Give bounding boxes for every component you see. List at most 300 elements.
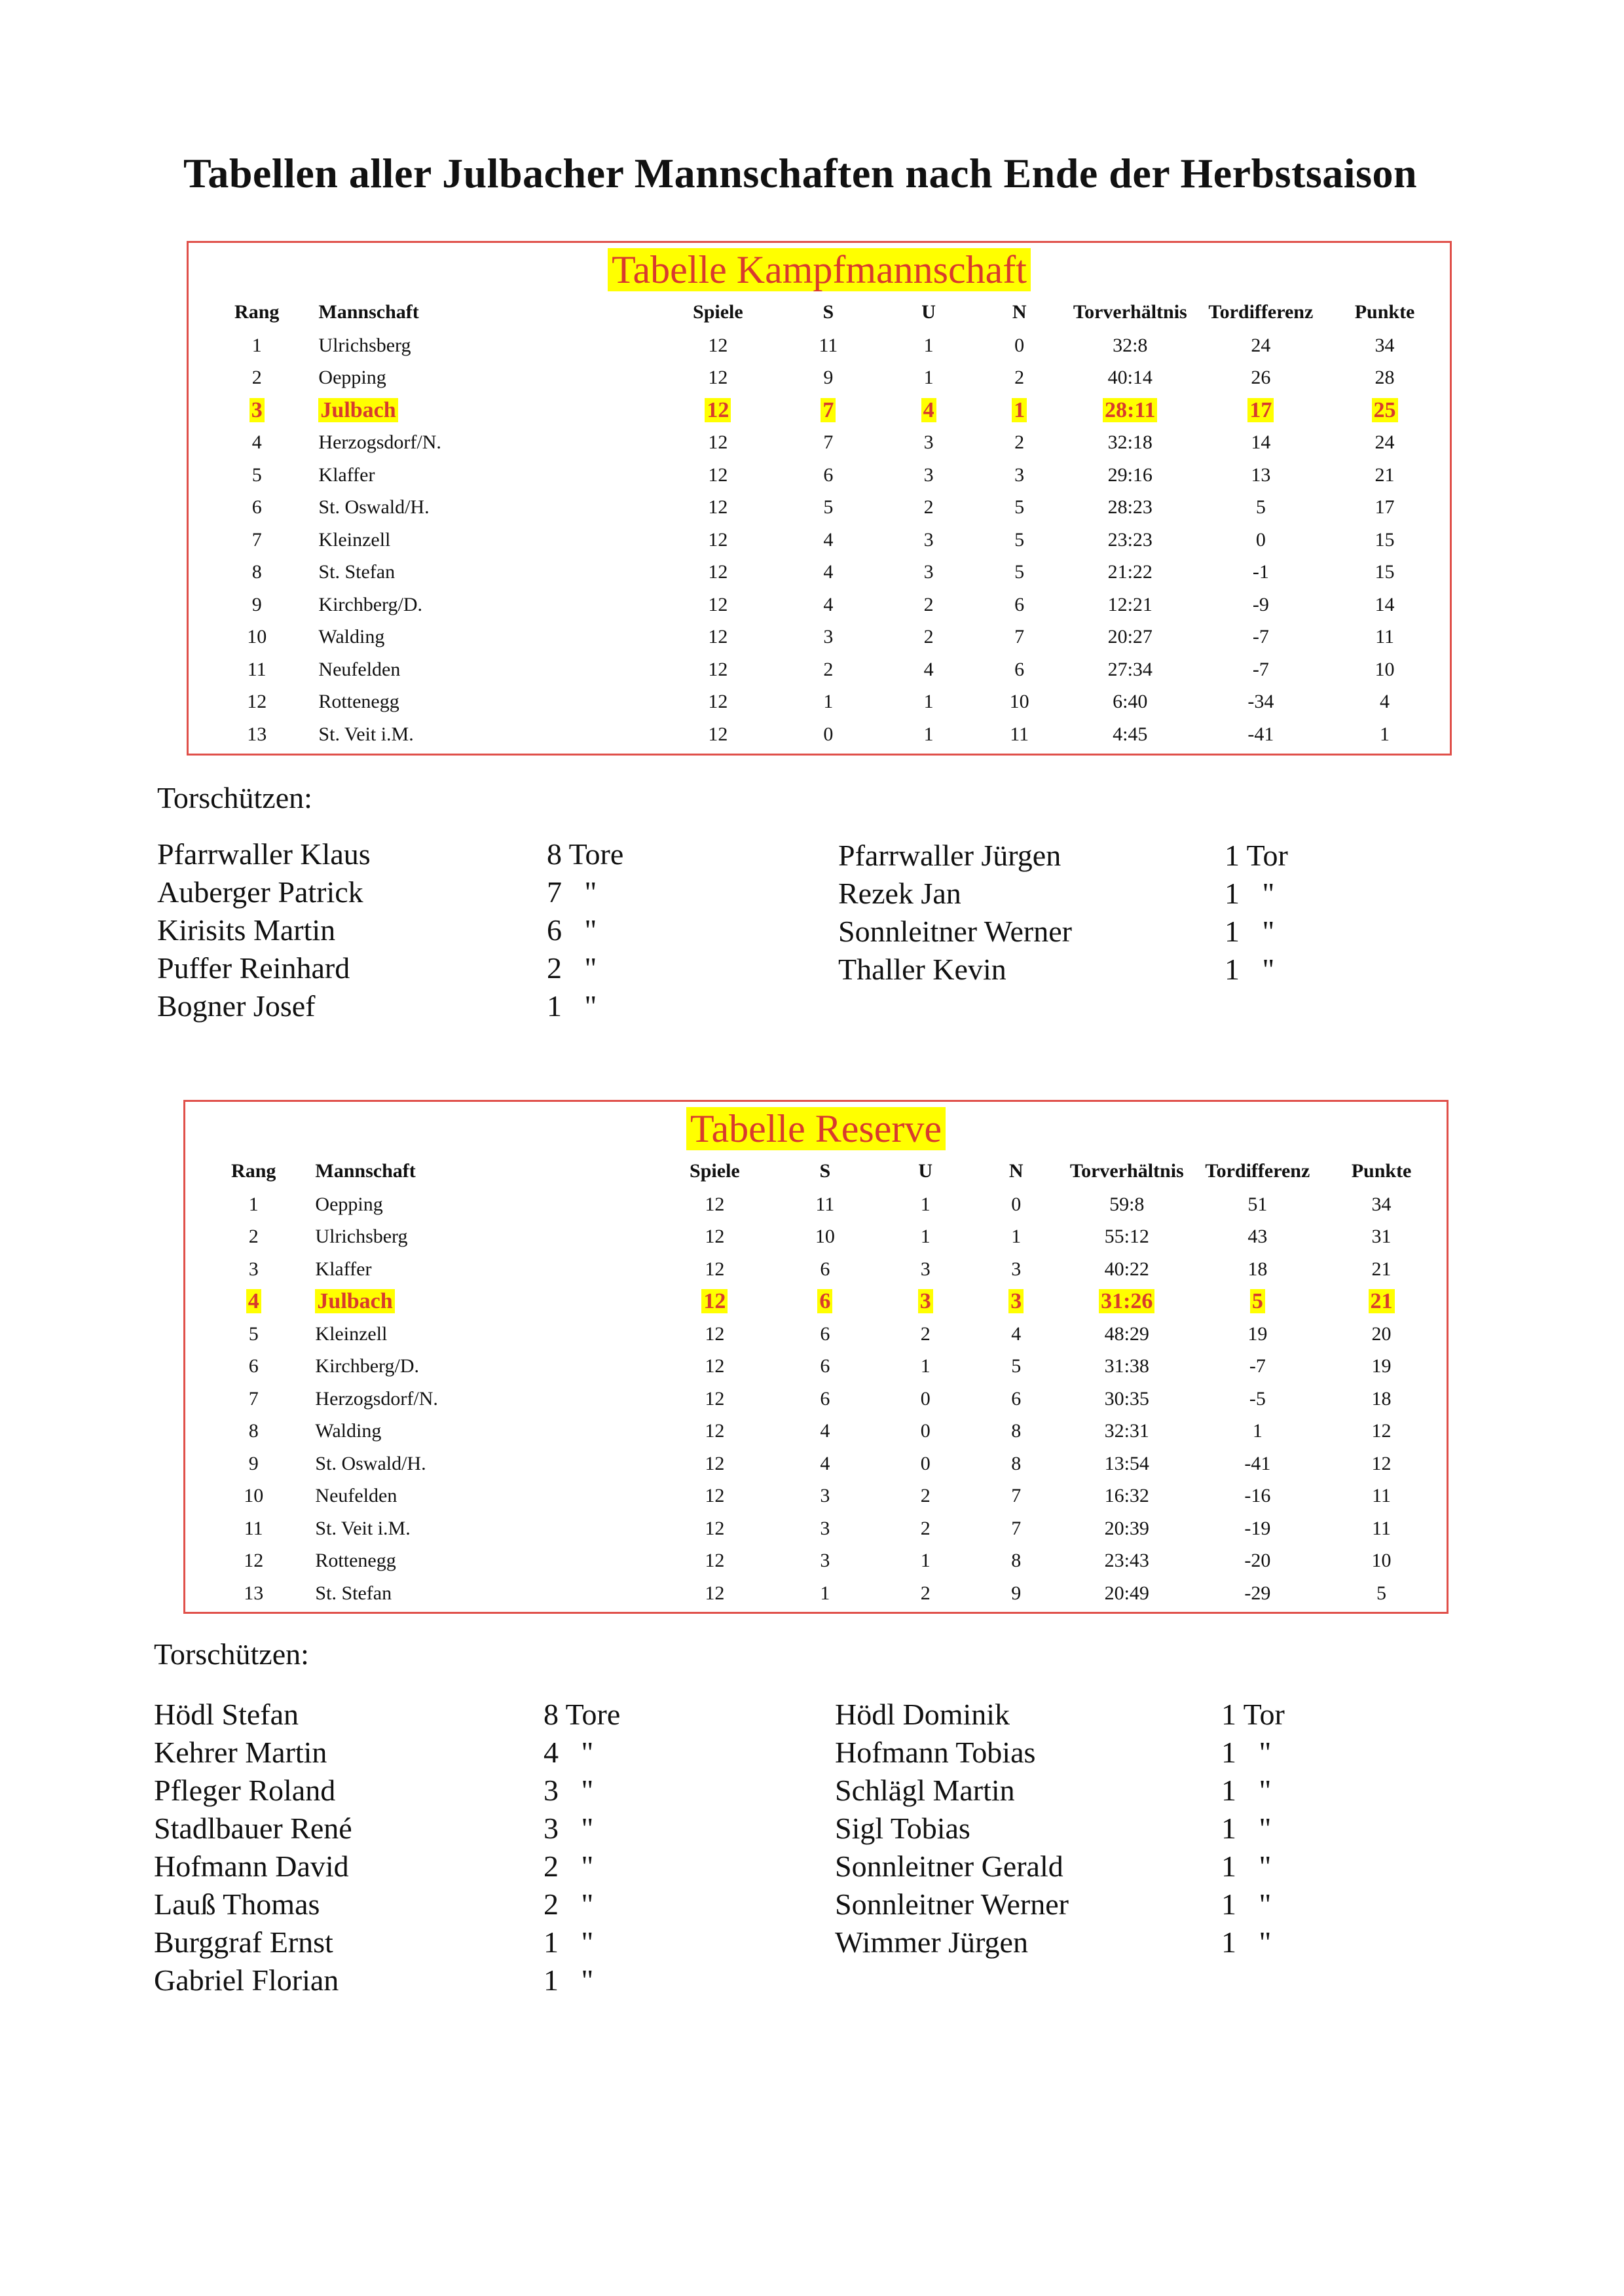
table-row — [192, 1545, 1440, 1578]
cell-losses: 0 — [1011, 1193, 1022, 1215]
highlighted-value: 4 — [246, 1289, 261, 1313]
scorer-goals: 3 " — [544, 1812, 594, 1845]
cell-team: Klaffer — [315, 1258, 372, 1280]
scorer-name: Sonnleitner Gerald — [835, 1850, 1063, 1883]
cell-team: Neufelden — [315, 1485, 397, 1507]
highlighted-value: 28:11 — [1103, 398, 1157, 422]
cell-games: 12 — [705, 1226, 725, 1248]
cell-goal-ratio: 48:29 — [1104, 1322, 1149, 1345]
table-row — [192, 1480, 1440, 1513]
scorer-goals: 1 " — [1221, 1812, 1272, 1845]
cell-team: Klaffer — [318, 464, 375, 486]
cell-games: 12 — [708, 431, 728, 454]
scorers-list-left — [157, 835, 681, 1025]
header-row — [195, 295, 1443, 329]
cell-goal-diff — [1196, 394, 1326, 427]
scorer-row — [157, 873, 681, 911]
scorer-row — [154, 1923, 678, 1961]
cell-points: 12 — [1371, 1452, 1392, 1474]
cell-goal-ratio: 32:18 — [1107, 431, 1153, 454]
scorer-row — [154, 1886, 678, 1923]
scorer-name: Puffer Reinhard — [157, 951, 350, 985]
cell-points: 31 — [1371, 1226, 1392, 1248]
highlighted-value: 25 — [1372, 398, 1398, 422]
highlighted-value: 17 — [1247, 398, 1274, 422]
cell-wins: 9 — [823, 367, 834, 389]
cell-goal-diff: -34 — [1247, 691, 1274, 713]
highlighted-value: 3 — [1008, 1289, 1024, 1313]
table-row — [195, 686, 1443, 719]
cell-draws: 2 — [923, 496, 934, 519]
page-title: Tabellen aller Julbacher Mannschaften nach Ende der Herbstsaison — [183, 150, 1418, 196]
scorer-goals: 1 " — [1225, 915, 1275, 948]
cell-wins: 11 — [819, 334, 838, 356]
cell-goal-diff: 43 — [1247, 1226, 1268, 1248]
cell-points: 4 — [1380, 691, 1390, 713]
cell-draws: 4 — [923, 658, 934, 680]
cell-goal-diff: -7 — [1249, 1355, 1266, 1377]
cell-losses: 4 — [1011, 1322, 1022, 1345]
cell-points: 10 — [1371, 1550, 1392, 1572]
cell-points: 1 — [1380, 723, 1390, 745]
column-header-goal-ratio: Torverhältnis — [1069, 1160, 1184, 1182]
table-row — [192, 1351, 1440, 1383]
cell-points: 12 — [1371, 1420, 1392, 1442]
scorer-row — [157, 911, 681, 949]
cell-points: 5 — [1376, 1582, 1387, 1604]
cell-goal-diff: 26 — [1251, 367, 1271, 389]
column-header-team: Mannschaft — [318, 301, 419, 323]
table-reserve — [183, 1100, 1449, 1614]
table-row — [195, 459, 1443, 492]
cell-games: 12 — [705, 1322, 725, 1345]
cell-team: Oepping — [315, 1193, 383, 1215]
column-header-draws: U — [921, 301, 936, 323]
cell-wins: 3 — [823, 626, 834, 648]
cell-points: 19 — [1371, 1355, 1392, 1377]
cell-games: 12 — [708, 691, 728, 713]
cell-draws — [880, 1286, 970, 1319]
cell-goal-ratio: 55:12 — [1104, 1226, 1149, 1248]
table-row — [195, 621, 1443, 654]
scorer-goals: 1 Tor — [1225, 839, 1288, 872]
scorers-list-left — [154, 1696, 678, 1999]
cell-goal-ratio: 23:43 — [1104, 1550, 1149, 1572]
cell-points: 11 — [1372, 1517, 1391, 1539]
cell-draws: 3 — [920, 1258, 931, 1280]
table-row — [195, 653, 1443, 686]
cell-goal-diff: 1 — [1252, 1420, 1263, 1442]
cell-losses: 7 — [1011, 1517, 1022, 1539]
cell-wins — [770, 1286, 880, 1319]
scorer-goals: 1 " — [1221, 1850, 1272, 1883]
cell-wins: 5 — [823, 496, 834, 519]
cell-losses: 6 — [1014, 593, 1025, 615]
cell-wins: 3 — [820, 1485, 830, 1507]
cell-rank: 2 — [251, 367, 262, 389]
cell-losses: 7 — [1014, 626, 1025, 648]
cell-goal-diff: 14 — [1251, 431, 1271, 454]
column-header-wins: S — [819, 1160, 831, 1182]
scorer-goals: 1 " — [1221, 1887, 1272, 1921]
cell-wins: 3 — [820, 1517, 830, 1539]
cell-draws: 1 — [920, 1226, 931, 1248]
cell-games: 12 — [708, 593, 728, 615]
cell-points: 28 — [1375, 367, 1395, 389]
scorer-goals: 1 " — [544, 1963, 594, 1997]
cell-team: St. Stefan — [315, 1582, 392, 1604]
column-header-games: Spiele — [690, 1160, 740, 1182]
scorer-row — [157, 835, 681, 873]
cell-losses: 5 — [1014, 561, 1025, 583]
cell-losses: 6 — [1011, 1387, 1022, 1410]
cell-rank — [195, 394, 318, 427]
scorer-name: Burggraf Ernst — [154, 1925, 333, 1959]
cell-losses: 5 — [1014, 496, 1025, 519]
cell-losses: 2 — [1014, 367, 1025, 389]
cell-draws: 1 — [923, 723, 934, 745]
scorer-name: Sigl Tobias — [835, 1812, 970, 1845]
cell-points: 11 — [1375, 626, 1394, 648]
cell-draws: 1 — [920, 1193, 931, 1215]
highlighted-value: 12 — [705, 398, 731, 422]
cell-points — [1326, 394, 1443, 427]
cell-draws: 3 — [923, 561, 934, 583]
cell-points: 14 — [1375, 593, 1395, 615]
scorer-goals: 1 Tor — [1221, 1698, 1285, 1731]
scorer-goals: 3 " — [544, 1774, 594, 1807]
cell-points: 34 — [1375, 334, 1395, 356]
cell-points: 10 — [1375, 658, 1395, 680]
standings-table — [192, 1154, 1440, 1610]
cell-goal-ratio: 59:8 — [1109, 1193, 1145, 1215]
cell-games: 12 — [705, 1550, 725, 1572]
cell-losses: 3 — [1014, 464, 1025, 486]
cell-games: 12 — [708, 367, 728, 389]
column-header-losses: N — [1008, 1160, 1024, 1182]
scorer-name: Sonnleitner Werner — [835, 1887, 1069, 1921]
cell-wins: 4 — [823, 561, 834, 583]
cell-goal-ratio: 27:34 — [1107, 658, 1153, 680]
cell-wins: 6 — [820, 1387, 830, 1410]
column-header-draws: U — [918, 1160, 933, 1182]
cell-goal-diff: -16 — [1244, 1485, 1271, 1507]
scorers-list-right — [838, 837, 1362, 989]
cell-goal-ratio: 32:31 — [1104, 1420, 1149, 1442]
cell-goal-diff: 24 — [1251, 334, 1271, 356]
scorer-row — [835, 1734, 1359, 1772]
cell-rank: 1 — [248, 1193, 259, 1215]
cell-rank: 4 — [251, 431, 262, 454]
cell-team: Kleinzell — [318, 528, 391, 551]
scorer-name: Pfleger Roland — [154, 1774, 336, 1807]
table-title-wrapper — [185, 1107, 1447, 1150]
column-header-goal-ratio: Torverhältnis — [1073, 301, 1187, 323]
cell-team: St. Stefan — [318, 561, 396, 583]
cell-goal-diff: -7 — [1252, 658, 1269, 680]
scorer-row — [154, 1848, 678, 1886]
cell-goal-ratio: 31:38 — [1104, 1355, 1149, 1377]
cell-rank: 2 — [248, 1226, 259, 1248]
scorer-row — [835, 1923, 1359, 1961]
scorer-name: Hofmann Tobias — [835, 1736, 1036, 1769]
cell-goal-ratio: 29:16 — [1107, 464, 1153, 486]
cell-draws: 2 — [920, 1485, 931, 1507]
cell-goal-ratio: 20:39 — [1104, 1517, 1149, 1539]
cell-rank: 9 — [248, 1452, 259, 1474]
scorer-name: Gabriel Florian — [154, 1963, 339, 1997]
cell-goal-ratio: 21:22 — [1107, 561, 1153, 583]
cell-goal-ratio: 23:23 — [1107, 528, 1153, 551]
scorer-goals: 1 " — [544, 1925, 594, 1959]
table-row — [192, 1448, 1440, 1480]
cell-games: 12 — [705, 1420, 725, 1442]
table-row — [192, 1383, 1440, 1415]
scorer-row — [835, 1810, 1359, 1848]
highlighted-value: 1 — [1012, 398, 1027, 422]
scorer-name: Hödl Dominik — [835, 1698, 1010, 1731]
scorer-row — [835, 1848, 1359, 1886]
cell-draws: 1 — [923, 334, 934, 356]
cell-goal-diff: -7 — [1252, 626, 1269, 648]
cell-games: 12 — [705, 1193, 725, 1215]
cell-goal-ratio: 16:32 — [1104, 1485, 1149, 1507]
cell-points — [1323, 1286, 1440, 1319]
cell-losses: 5 — [1011, 1355, 1022, 1377]
scorer-name: Stadlbauer René — [154, 1812, 352, 1845]
cell-losses: 11 — [1010, 723, 1029, 745]
cell-goal-diff — [1192, 1286, 1323, 1319]
cell-losses — [974, 394, 1065, 427]
highlighted-value: Julbach — [315, 1289, 394, 1313]
scorer-goals: 1 " — [547, 989, 597, 1023]
table-row — [195, 329, 1443, 362]
cell-goal-diff: -5 — [1249, 1387, 1266, 1410]
highlighted-value: 31:26 — [1099, 1289, 1154, 1313]
cell-rank: 13 — [244, 1582, 264, 1604]
cell-losses: 6 — [1014, 658, 1025, 680]
cell-draws: 1 — [920, 1550, 931, 1572]
scorer-name: Schlägl Martin — [835, 1774, 1015, 1807]
scorers-heading: Torschützen: — [157, 781, 312, 814]
cell-goal-diff: 13 — [1251, 464, 1271, 486]
cell-wins: 3 — [820, 1550, 830, 1572]
cell-goal-ratio: 32:8 — [1113, 334, 1148, 356]
cell-team — [315, 1286, 659, 1319]
cell-points: 15 — [1375, 561, 1395, 583]
cell-draws: 2 — [923, 593, 934, 615]
cell-wins: 0 — [823, 723, 834, 745]
highlighted-value: 6 — [817, 1289, 832, 1313]
cell-rank: 11 — [247, 658, 267, 680]
cell-points: 20 — [1371, 1322, 1392, 1345]
table-title: Tabelle Reserve — [686, 1107, 946, 1150]
scorer-row — [157, 987, 681, 1025]
table-row — [195, 556, 1443, 589]
scorer-goals: 8 Tore — [544, 1698, 621, 1731]
highlighted-value: 5 — [1250, 1289, 1265, 1313]
cell-draws: 2 — [920, 1517, 931, 1539]
table-kampfmannschaft — [187, 241, 1452, 756]
cell-games: 12 — [708, 528, 728, 551]
cell-team: Ulrichsberg — [318, 334, 411, 356]
cell-points: 11 — [1372, 1485, 1391, 1507]
cell-draws: 1 — [923, 691, 934, 713]
scorer-name: Bogner Josef — [157, 989, 316, 1023]
table-row — [195, 394, 1443, 427]
scorer-row — [157, 949, 681, 987]
cell-draws: 3 — [923, 528, 934, 551]
cell-points: 15 — [1375, 528, 1395, 551]
highlighted-value: 3 — [918, 1289, 933, 1313]
cell-team: Kirchberg/D. — [318, 593, 422, 615]
cell-wins: 11 — [815, 1193, 835, 1215]
cell-games: 12 — [708, 334, 728, 356]
cell-draws: 2 — [920, 1582, 931, 1604]
table-row — [192, 1253, 1440, 1286]
column-header-goal-diff: Tordifferenz — [1205, 1160, 1310, 1182]
cell-team: Kirchberg/D. — [315, 1355, 419, 1377]
cell-losses: 8 — [1011, 1550, 1022, 1572]
cell-team: Walding — [315, 1420, 382, 1442]
table-row — [192, 1577, 1440, 1610]
column-header-team: Mannschaft — [315, 1160, 416, 1182]
scorer-name: Pfarrwaller Jürgen — [838, 839, 1061, 872]
scorer-goals: 8 Tore — [547, 837, 624, 871]
cell-goal-ratio: 40:14 — [1107, 367, 1153, 389]
scorer-goals: 2 " — [544, 1850, 594, 1883]
cell-goal-diff: 0 — [1255, 528, 1266, 551]
scorer-goals: 1 " — [1221, 1736, 1272, 1769]
scorer-row — [154, 1772, 678, 1810]
cell-rank — [192, 1286, 315, 1319]
cell-losses — [970, 1286, 1061, 1319]
table-row — [192, 1188, 1440, 1221]
cell-goal-ratio: 30:35 — [1104, 1387, 1149, 1410]
cell-wins: 4 — [823, 528, 834, 551]
scorer-row — [154, 1961, 678, 1999]
column-header-wins: S — [822, 301, 834, 323]
cell-games: 12 — [708, 561, 728, 583]
cell-games: 12 — [708, 658, 728, 680]
cell-goal-diff: -41 — [1247, 723, 1274, 745]
cell-goal-diff: 5 — [1255, 496, 1266, 519]
cell-rank: 9 — [251, 593, 262, 615]
table-row — [195, 718, 1443, 751]
cell-rank: 12 — [244, 1550, 264, 1572]
cell-rank: 10 — [244, 1485, 264, 1507]
cell-draws — [883, 394, 974, 427]
cell-goal-ratio: 28:23 — [1107, 496, 1153, 519]
standings-table — [195, 295, 1443, 751]
cell-games — [663, 394, 773, 427]
cell-wins: 10 — [815, 1226, 835, 1248]
cell-losses: 8 — [1011, 1452, 1022, 1474]
cell-goal-diff: 19 — [1247, 1322, 1268, 1345]
cell-wins: 6 — [820, 1322, 830, 1345]
cell-team: Oepping — [318, 367, 386, 389]
cell-goal-ratio: 4:45 — [1113, 723, 1148, 745]
column-header-goal-diff: Tordifferenz — [1208, 301, 1314, 323]
table-row — [192, 1512, 1440, 1545]
cell-team: St. Oswald/H. — [318, 496, 430, 519]
cell-goal-ratio: 6:40 — [1113, 691, 1148, 713]
cell-rank: 7 — [248, 1387, 259, 1410]
cell-games — [659, 1286, 770, 1319]
cell-games: 12 — [705, 1485, 725, 1507]
table-row — [192, 1286, 1440, 1319]
highlighted-value: 7 — [821, 398, 836, 422]
cell-games: 12 — [705, 1355, 725, 1377]
scorer-name: Thaller Kevin — [838, 953, 1006, 986]
column-header-games: Spiele — [693, 301, 743, 323]
cell-goal-ratio: 13:54 — [1104, 1452, 1149, 1474]
cell-team — [318, 394, 663, 427]
cell-team: Neufelden — [318, 658, 401, 680]
cell-games: 12 — [705, 1582, 725, 1604]
cell-team: Kleinzell — [315, 1322, 388, 1345]
scorer-goals: 1 " — [1221, 1925, 1272, 1959]
cell-draws: 3 — [923, 431, 934, 454]
cell-rank: 11 — [244, 1517, 263, 1539]
cell-wins: 6 — [820, 1258, 830, 1280]
cell-goal-diff: -29 — [1244, 1582, 1271, 1604]
table-row — [195, 589, 1443, 621]
cell-team: Rottenegg — [315, 1550, 396, 1572]
scorer-row — [835, 1886, 1359, 1923]
cell-points: 21 — [1375, 464, 1395, 486]
scorer-row — [835, 1772, 1359, 1810]
cell-losses: 3 — [1011, 1258, 1022, 1280]
cell-points: 24 — [1375, 431, 1395, 454]
cell-wins: 4 — [823, 593, 834, 615]
cell-rank: 5 — [251, 464, 262, 486]
cell-team: Rottenegg — [318, 691, 399, 713]
highlighted-value: 4 — [921, 398, 936, 422]
highlighted-value: 21 — [1369, 1289, 1395, 1313]
cell-losses: 2 — [1014, 431, 1025, 454]
highlighted-value: Julbach — [318, 398, 397, 422]
cell-goal-diff: 51 — [1247, 1193, 1268, 1215]
cell-draws: 0 — [920, 1387, 931, 1410]
scorer-goals: 4 " — [544, 1736, 594, 1769]
cell-draws: 3 — [923, 464, 934, 486]
cell-losses: 1 — [1011, 1226, 1022, 1248]
scorers-heading: Torschützen: — [154, 1637, 309, 1671]
header-row — [192, 1154, 1440, 1188]
cell-goal-diff: -41 — [1244, 1452, 1271, 1474]
cell-wins: 1 — [820, 1582, 830, 1604]
cell-points: 18 — [1371, 1387, 1392, 1410]
cell-wins: 1 — [823, 691, 834, 713]
scorer-row — [154, 1810, 678, 1848]
cell-losses: 10 — [1009, 691, 1029, 713]
scorer-name: Pfarrwaller Klaus — [157, 837, 371, 871]
column-header-rank: Rang — [231, 1160, 276, 1182]
scorer-name: Kirisits Martin — [157, 913, 336, 947]
cell-rank: 13 — [247, 723, 267, 745]
cell-wins: 7 — [823, 431, 834, 454]
cell-goal-ratio — [1065, 394, 1196, 427]
scorer-goals: 2 " — [547, 951, 597, 985]
cell-games: 12 — [705, 1258, 725, 1280]
cell-rank: 12 — [247, 691, 267, 713]
table-row — [192, 1221, 1440, 1254]
cell-points: 34 — [1371, 1193, 1392, 1215]
cell-team: Ulrichsberg — [315, 1226, 408, 1248]
scorer-goals: 7 " — [547, 875, 597, 909]
scorer-row — [154, 1734, 678, 1772]
